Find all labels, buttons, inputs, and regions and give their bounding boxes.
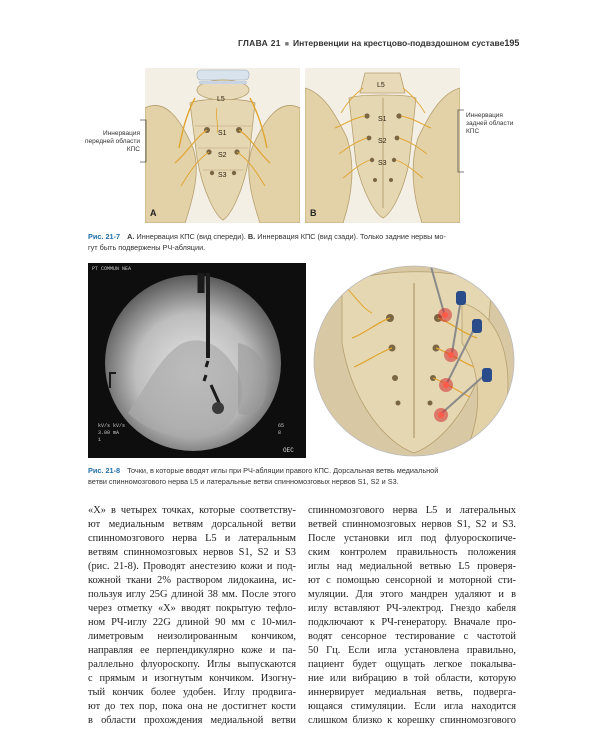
text-line: спинномозгового нерва L5 и латеральным <box>88 533 296 544</box>
text-line: (рис. 21-8). Проводят анестезию кожи и под- <box>88 561 296 572</box>
posterior-innervation-label: Иннервация задней области КПС <box>466 112 514 135</box>
part-letter: B. <box>247 232 256 241</box>
text-line: в области прохождения медиальной ветви <box>88 715 296 726</box>
text-line: ветвям спинномозговых нервов S1, S2 и S3 <box>88 547 296 558</box>
text-line: «X» в четырех точках, которые соответству- <box>88 505 296 516</box>
text-line: иглы над медиальной ветвью L5 проверя- <box>308 561 516 572</box>
figure-21-7-panel-a <box>145 68 300 223</box>
running-head <box>238 38 520 48</box>
panel-letter: B <box>310 208 317 218</box>
level-label: S2 <box>378 138 387 145</box>
text-line: лиметровым неизолированным кончиком, <box>88 631 296 642</box>
figure-number: Рис. 21-8 <box>88 466 121 475</box>
electrode-placement-illustration <box>312 263 516 458</box>
text-line: слишком близко к корешку спинномозгового <box>308 715 516 726</box>
caption-line: ветви спинномозгового нерва L5 и латеральные ветви спинномозговых нервов S1, S2 и S3. <box>88 477 399 486</box>
text-line: ют медиальным ветвям дорсальной ветви <box>88 519 296 530</box>
text-line: пациент будет ощущать легкое покалыва- <box>308 659 516 670</box>
text-line: через отметку «X» вводят покрытую тефло- <box>88 603 296 614</box>
figure-21-8-illustration <box>312 263 516 458</box>
text-line: спинномозгового нерва L5 и латеральных <box>308 505 516 516</box>
body-column-right <box>308 504 516 728</box>
figure-21-8-caption <box>88 465 520 487</box>
text-line: ном РЧ-иглу 22G длиной 90 мм с 10-мил- <box>88 617 296 628</box>
caption-text: Иннервация КПС (вид спереди). <box>136 232 246 241</box>
fluoro-patient-label: PT COMMUN NEA <box>92 266 132 272</box>
anterior-innervation-label: Иннервация передней области КПС <box>85 130 140 153</box>
text-line: ветвей спинномозговых нервов S1, S2 и S3. <box>308 519 516 530</box>
text-line: муляции. Для этого мандрен удаляют и в <box>308 589 516 600</box>
caption-text: Точки, в которые вводят иглы при РЧ-абляции правого КПС. Дорсальная ветвь медиальной <box>127 466 439 475</box>
text-line: иглу вставляют РЧ-электрод. Гнездо кабеля <box>308 603 516 614</box>
bracket-left <box>138 118 150 164</box>
level-label: S3 <box>218 172 227 179</box>
level-label: S3 <box>378 160 387 167</box>
text-line: иннервирует медиальная ветвь, подверга- <box>308 687 516 698</box>
text-line: подключают к РЧ-генератору. Вначале про- <box>308 617 516 628</box>
level-label: L5 <box>217 96 225 103</box>
text-line: ским контролем правильность положения <box>308 547 516 558</box>
text-line: 50 Гц. Если игла установлена правильно, <box>308 645 516 656</box>
level-label: S1 <box>218 130 227 137</box>
caption-text: Иннервация КПС (вид сзади). Только задние нервы мо- <box>257 232 446 241</box>
level-label: S2 <box>218 152 227 159</box>
figure-21-7-panel-b <box>305 68 460 223</box>
fluoro-readout-left: kV/s kV/s 3.00 mA 1 <box>98 423 126 443</box>
text-line: с прямым и изогнутым кончиком. Изогну- <box>88 673 296 684</box>
part-letter: A. <box>127 232 135 241</box>
chapter-title: Интервенции на крестцово-подвздошном суставе <box>293 38 505 48</box>
figure-number: Рис. 21-7 <box>88 232 121 241</box>
header-separator: ■ <box>284 41 290 48</box>
chapter-label: ГЛАВА 21 <box>238 38 281 48</box>
level-label: L5 <box>377 82 385 89</box>
caption-line: гут быть подвержены РЧ-абляции. <box>88 243 206 252</box>
text-line: После установки игл под флуороскопиче- <box>308 533 516 544</box>
text-line: водят сенсорное тестирование с частотой <box>308 631 516 642</box>
text-line: пользуя иглу 25G длиной 38 мм. После этого <box>88 589 296 600</box>
fluoro-readout-right: 65 8 <box>278 423 285 436</box>
text-line: тый кончик более удобен. Иглу продвига- <box>88 687 296 698</box>
page-number: 195 <box>504 38 520 48</box>
text-line: ют с помощью сенсорной и моторной сти- <box>308 575 516 586</box>
text-line: ющаяся стимуляции. Если игла находится <box>308 701 516 712</box>
text-line: ние или вибрацию в той области, которую <box>308 673 516 684</box>
posterior-pelvis-illustration <box>305 68 460 223</box>
panel-letter: A <box>150 208 157 218</box>
figure-21-8-fluoroscopy <box>88 263 306 458</box>
text-line: кожной ткани 2% раствором лидокаина, ис- <box>88 575 296 586</box>
text-line: ют до тех пор, пока она не достигнет кости <box>88 701 296 712</box>
bracket-right <box>454 108 466 174</box>
level-label: S1 <box>378 116 387 123</box>
anterior-pelvis-illustration <box>145 68 300 223</box>
body-column-left <box>88 504 296 728</box>
text-line: направляя ее перпендикулярно коже и па- <box>88 645 296 656</box>
text-line: раллельно флуороскопу. Иглы выпускаются <box>88 659 296 670</box>
oec-logo: OEC <box>283 447 294 454</box>
figure-21-7-caption <box>88 231 520 253</box>
